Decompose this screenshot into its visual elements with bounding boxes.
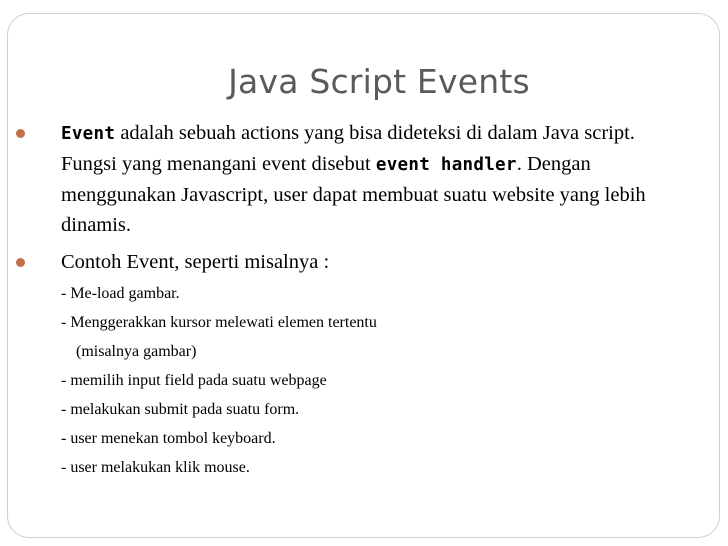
bullet-event-examples bbox=[61, 247, 667, 277]
example-list bbox=[61, 279, 728, 482]
list-item: - Menggerakkan kursor melewati elemen tertentu bbox=[61, 314, 377, 331]
bullet1-text-b: . Dengan menggunakan Javascript, user dapat membuat suatu website yang lebih dinamis. bbox=[61, 153, 646, 236]
slide-title: Java Script Events bbox=[228, 62, 530, 101]
list-item: - Me-load gambar. bbox=[61, 285, 180, 302]
bullet-dot-icon bbox=[16, 258, 25, 267]
term-event-handler: event handler bbox=[375, 155, 517, 175]
term-event: Event bbox=[61, 124, 116, 144]
list-item: - user menekan tombol keyboard. bbox=[61, 430, 276, 447]
bullet2-text: Contoh Event, seperti misalnya : bbox=[61, 251, 330, 273]
list-item: - melakukan submit pada suatu form. bbox=[61, 401, 300, 418]
list-item: - memilih input field pada suatu webpage bbox=[61, 372, 327, 389]
slide-body bbox=[0, 118, 728, 482]
list-item: - user melakukan klik mouse. bbox=[61, 459, 250, 476]
bullet-event-definition bbox=[61, 118, 667, 240]
bullet1-text-a: adalah sebuah actions yang bisa dideteksi di dalam Java script. Fungsi yang menangani event disebut bbox=[61, 122, 635, 175]
list-item: (misalnya gambar) bbox=[76, 343, 197, 360]
bullet-dot-icon bbox=[16, 129, 25, 138]
